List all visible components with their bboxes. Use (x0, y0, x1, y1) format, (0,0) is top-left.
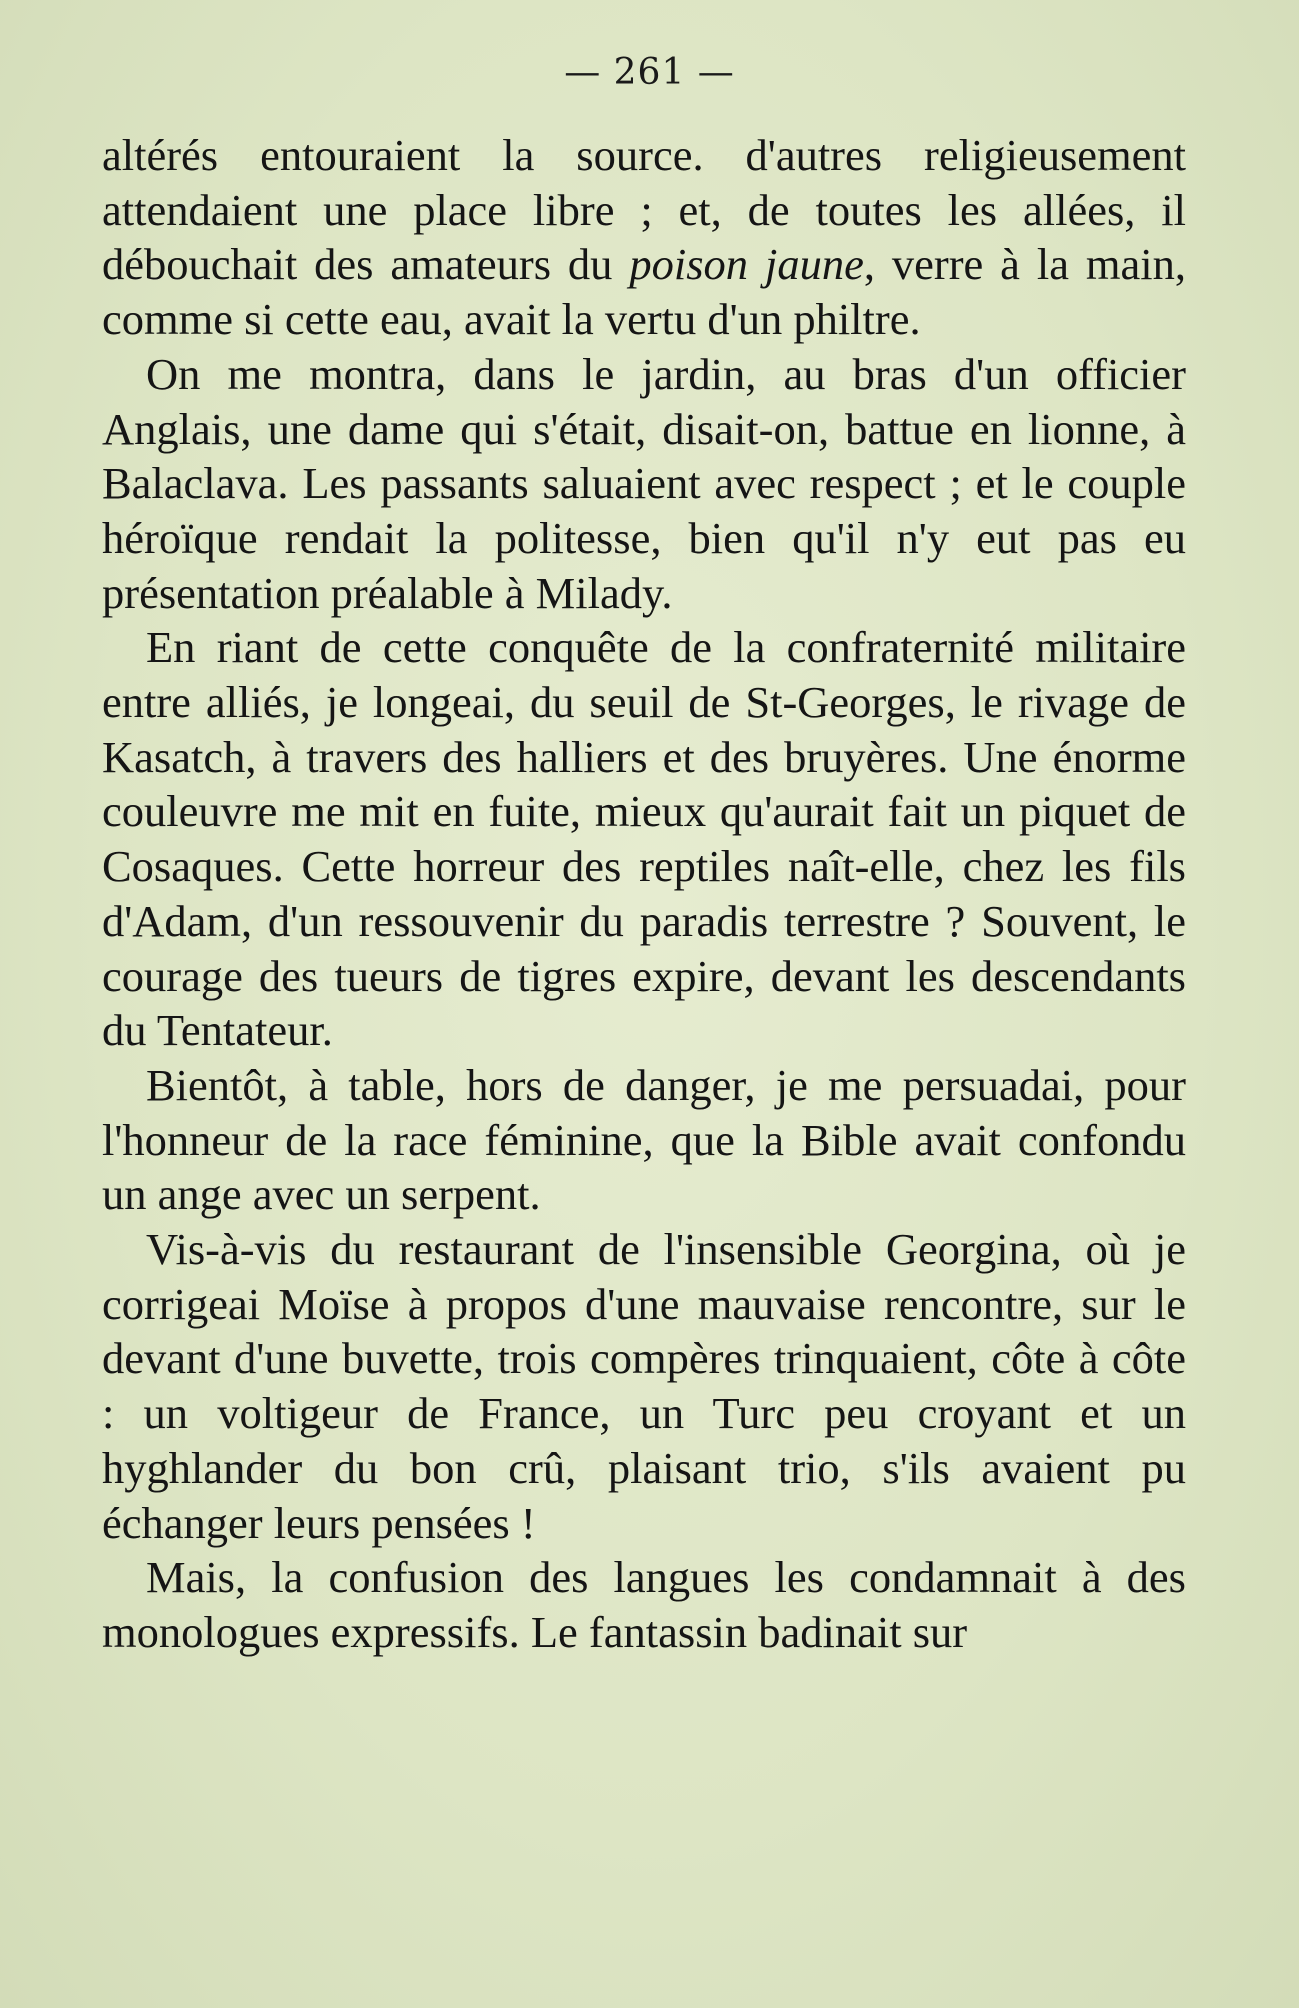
paragraph-1-emphasis: poison jaune (629, 239, 864, 290)
paragraph-1 (102, 128, 1186, 347)
paragraph-1-text-before: altérés entouraient la source. d'autres religieusement attendaient une place libre ; et, de toutes les allées, il débouchait des amateurs du (102, 130, 1186, 290)
paragraph-5: Vis-à-vis du restaurant de l'insensible Georgina, où je corrigeai Moïse à propos d'une mauvaise rencontre, sur le devant d'une buvette, trois compères trinquaient, côte à côte : un voltigeur de France, un Turc peu croyant et un hyghlander du bon crû, plaisant trio, s'ils avaient pu échanger leurs pensées ! (102, 1224, 1186, 1548)
paragraph-1-text-after: , verre à la main, comme si cette eau, avait la vertu d'un philtre. (102, 239, 1186, 345)
page-body-text (102, 128, 1186, 1660)
paragraph-6: Mais, la confusion des langues les condamnait à des monologues expressifs. Le fantassin badinait sur (102, 1552, 1186, 1657)
paragraph-2: On me montra, dans le jardin, au bras d'un officier Anglais, une dame qui s'était, disait-on, battue en lionne, à Balaclava. Les passants saluaient avec respect ; et le couple héroïque rendait la politesse, bien qu'il n'y eut pas eu présentation préalable à Milady. (102, 348, 1186, 618)
page-number: — 261 — (564, 52, 735, 93)
paragraph-4: Bientôt, à table, hors de danger, je me persuadai, pour l'honneur de la race féminine, que la Bible avait confondu un ange avec un serpent. (102, 1059, 1186, 1220)
paragraph-3: En riant de cette conquête de la confraternité militaire entre alliés, je longeai, du seuil de St-Georges, le rivage de Kasatch, à travers des halliers et des bruyères. Une énorme couleuvre me mit en fuite, mieux qu'aurait fait un piquet de Cosaques. Cette horreur des reptiles naît-elle, chez les fils d'Adam, d'un ressouvenir du paradis terrestre ? Souvent, le courage des tueurs de tigres expire, devant les descendants du Tentateur. (102, 622, 1186, 1056)
